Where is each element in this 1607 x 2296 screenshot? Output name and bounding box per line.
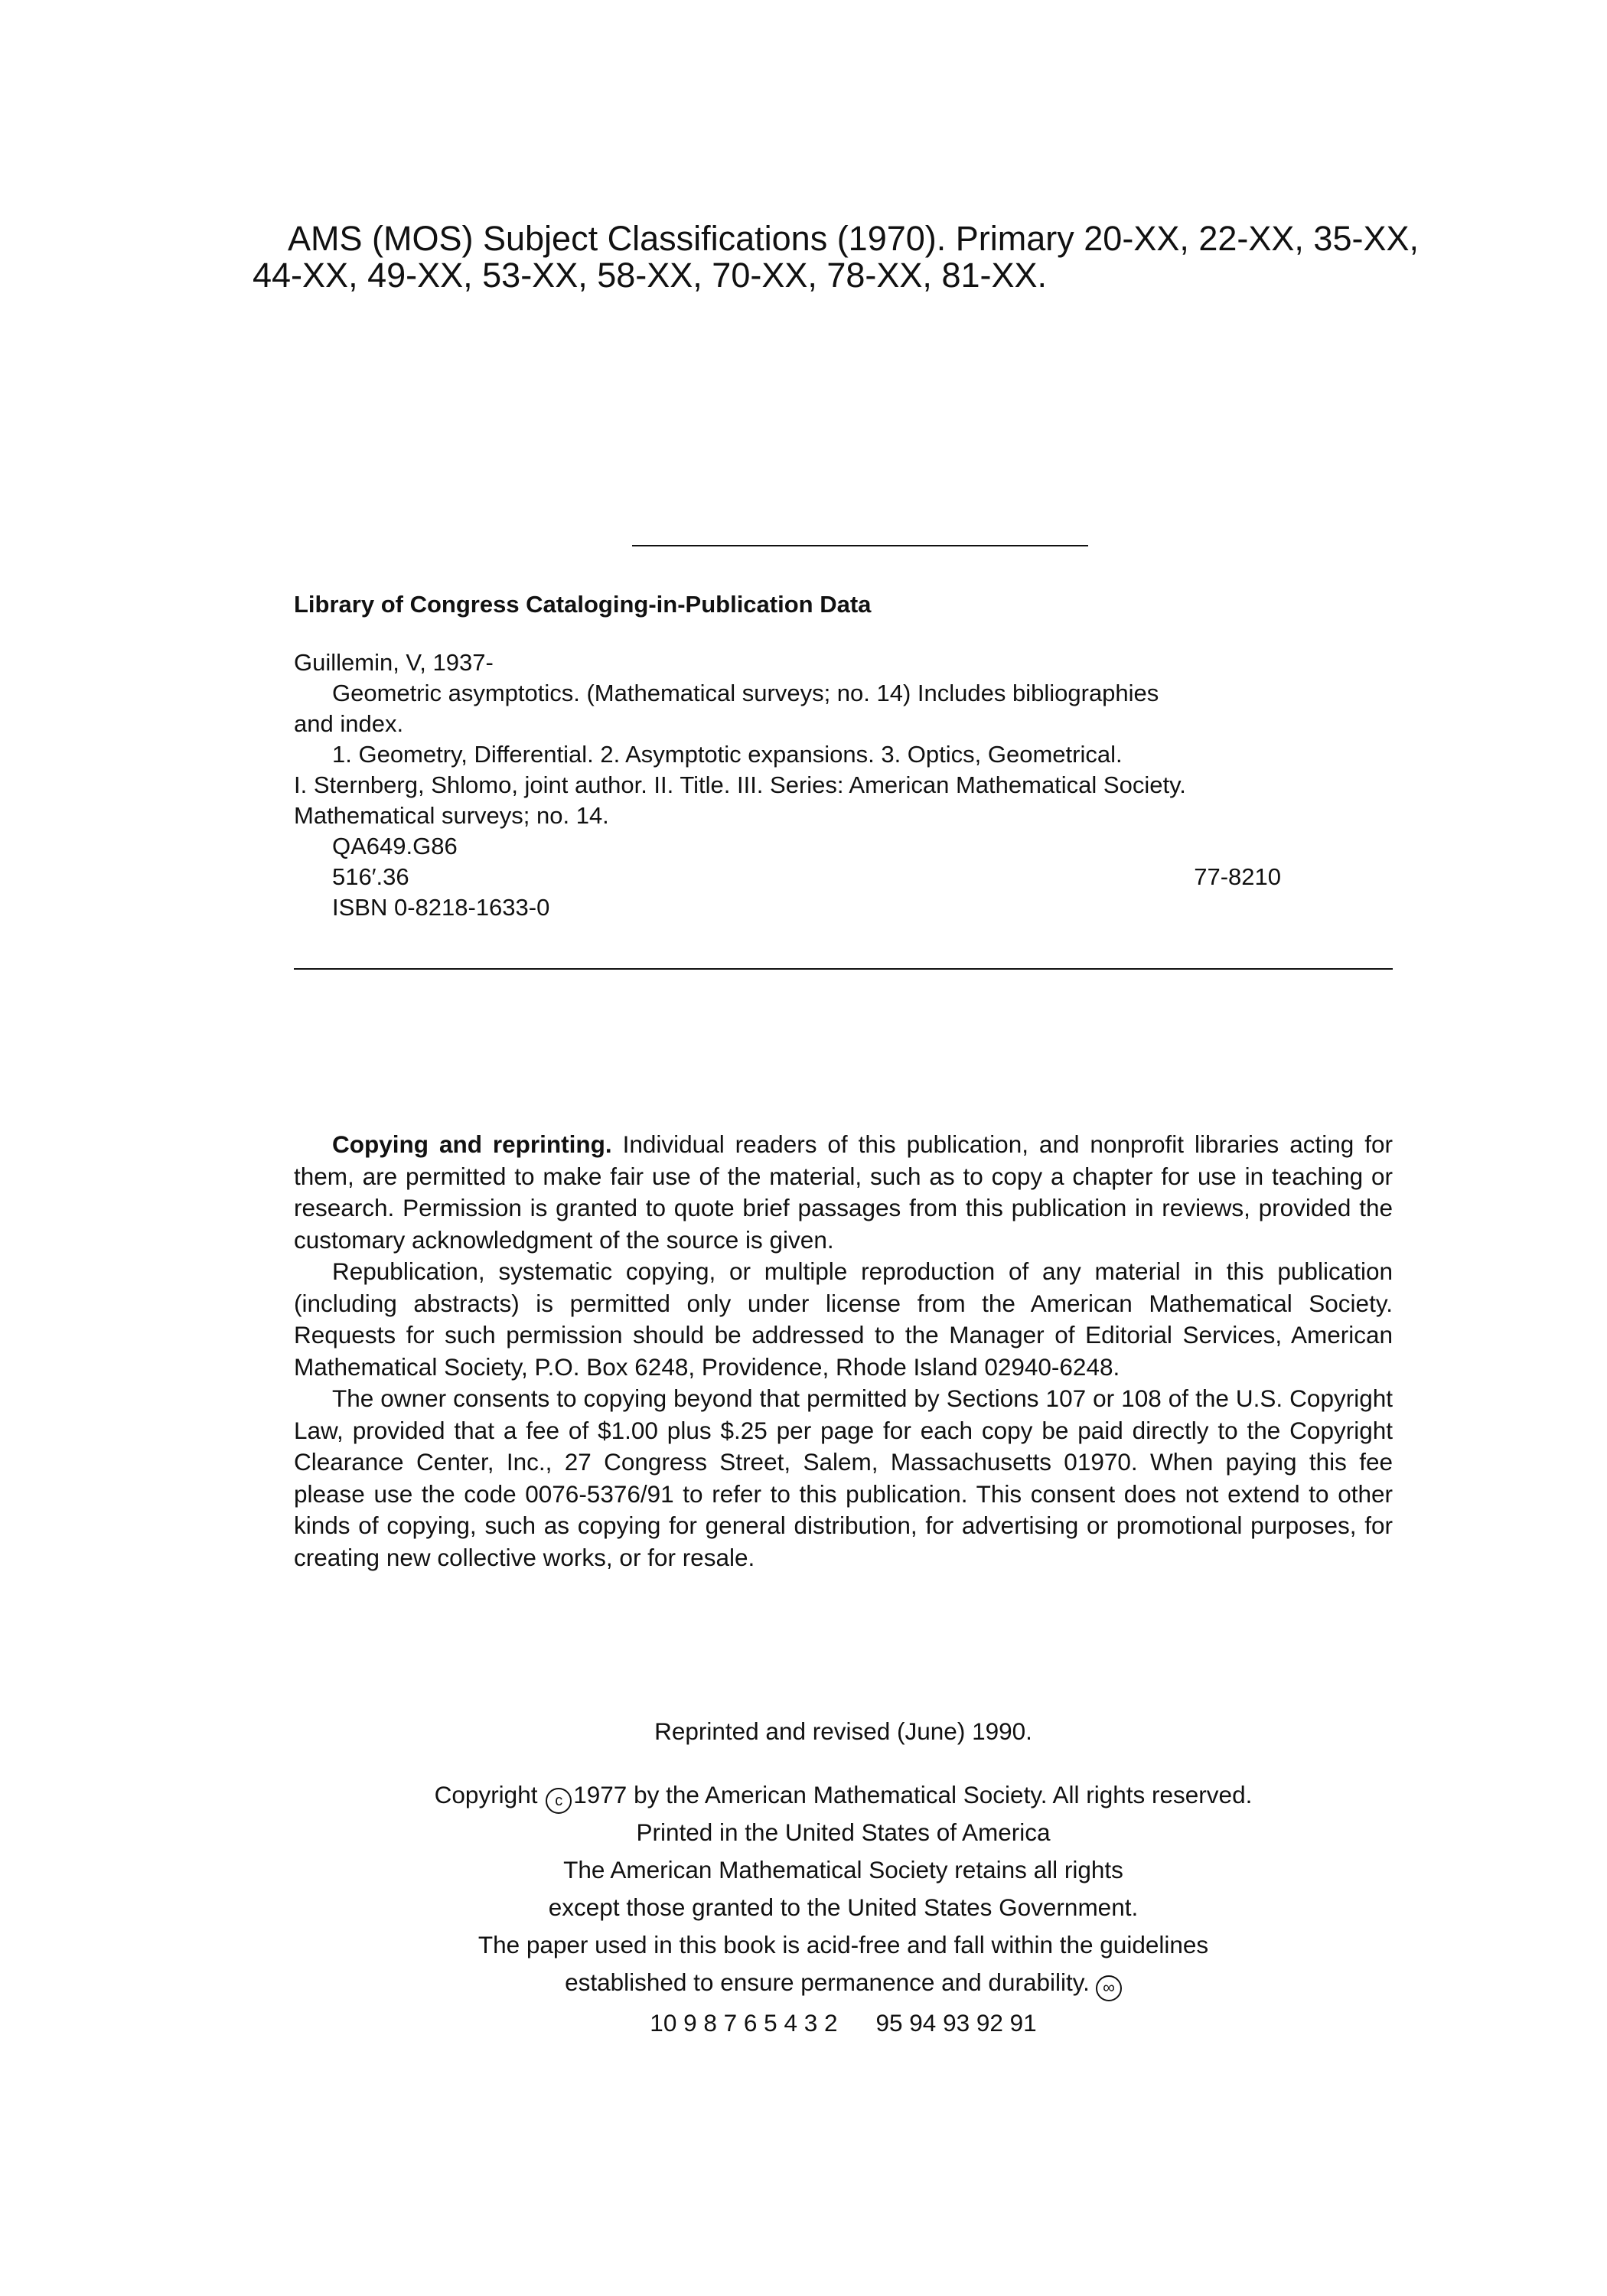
loc-dewey: 516′.36 bbox=[332, 863, 409, 890]
reprinted-note: Reprinted and revised (June) 1990. bbox=[654, 1717, 1032, 1745]
loc-dewey-row bbox=[294, 862, 1281, 892]
copying-para-1-text: Individual readers of this publication, and nonprofit libraries acting for them, are permitted to make fair use of the material, such as to copy a chapter for use in teaching or research. Permission is granted to quote brief passages from this publication in reviews, provided the customary acknowledgment of the source is given. bbox=[294, 1130, 1393, 1254]
copying-lead: Copying and reprinting. bbox=[332, 1130, 612, 1158]
loc-subjects-line-2: I. Sternberg, Shlomo, joint author. II. Title. III. Series: American Mathematical Society. bbox=[294, 771, 1186, 798]
printing-numbers-line bbox=[294, 2004, 1393, 2042]
copyright-prefix: Copyright bbox=[434, 1781, 538, 1808]
copyright-icon: c bbox=[546, 1788, 572, 1814]
print-numbers: 10 9 8 7 6 5 4 3 2 bbox=[650, 2009, 838, 2037]
durability-text: established to ensure permanence and durability. bbox=[565, 1968, 1090, 1996]
ams-subject-classifications bbox=[253, 219, 1419, 295]
loc-title-line-2: and index. bbox=[294, 710, 404, 737]
copying-paragraph-1 bbox=[294, 1129, 1393, 1256]
acid-free-infinity-icon: ∞ bbox=[1096, 1975, 1122, 2001]
loc-lccn: 77-8210 bbox=[1194, 863, 1281, 890]
loc-subjects-line-3: Mathematical surveys; no. 14. bbox=[294, 802, 609, 829]
ams-classification-line-1: AMS (MOS) Subject Classifications (1970). Primary 20-XX, 22-XX, 35-XX, bbox=[288, 219, 1419, 258]
loc-title-line-1: Geometric asymptotics. (Mathematical surveys; no. 14) Includes bibliographies bbox=[332, 680, 1159, 706]
retains-rights-line: The American Mathematical Society retains all rights bbox=[563, 1856, 1123, 1883]
library-of-congress-data bbox=[294, 589, 1281, 923]
loc-subjects-line-1: 1. Geometry, Differential. 2. Asymptotic expansions. 3. Optics, Geometrical. bbox=[332, 741, 1123, 768]
ams-classification-line-2: 44-XX, 49-XX, 53-XX, 58-XX, 70-XX, 78-XX, 81-XX. bbox=[253, 256, 1048, 295]
top-divider bbox=[632, 545, 1088, 546]
printing-information bbox=[294, 1713, 1393, 2042]
printed-in-line: Printed in the United States of America bbox=[636, 1818, 1051, 1846]
copying-paragraph-3: The owner consents to copying beyond that permitted by Sections 107 or 108 of the U.S. Copyright Law, provided that a fee of $1.00 plus $.25 per page for each copy be paid directly to the Copyright Clearance Center, Inc., 27 Congress Street, Salem, Massachusetts 01970. When paying this fee please use the code 0076-5376/91 to refer to this publication. This consent does not extend to other kinds of copying, such as copying for general distribution, for advertising or promotional purposes, for creating new collective works, or for resale. bbox=[294, 1384, 1393, 1571]
print-years: 95 94 93 92 91 bbox=[875, 2009, 1037, 2037]
loc-heading: Library of Congress Cataloging-in-Publication Data bbox=[294, 591, 872, 618]
copyright-line bbox=[294, 1776, 1393, 1814]
loc-isbn: ISBN 0-8218-1633-0 bbox=[332, 894, 550, 921]
except-government-line: except those granted to the United States Government. bbox=[548, 1893, 1139, 1921]
loc-call-number: QA649.G86 bbox=[332, 833, 458, 859]
loc-author: Guillemin, V, 1937- bbox=[294, 649, 494, 676]
bottom-divider bbox=[294, 968, 1393, 970]
copying-paragraph-2: Republication, systematic copying, or multiple reproduction of any material in this publication (including abstracts) is permitted only under license from the American Mathematical Society. Requests for such permission should be addressed to the Manager of Editorial Services, American Mathematical Society, P.O. Box 6248, Providence, Rhode Island 02940-6248. bbox=[294, 1257, 1393, 1381]
copyright-rest: 1977 by the American Mathematical Society. All rights reserved. bbox=[573, 1781, 1253, 1808]
copying-and-reprinting bbox=[294, 1129, 1393, 1574]
paper-line: The paper used in this book is acid-free and fall within the guidelines bbox=[478, 1931, 1209, 1958]
durability-line bbox=[294, 1964, 1393, 2001]
